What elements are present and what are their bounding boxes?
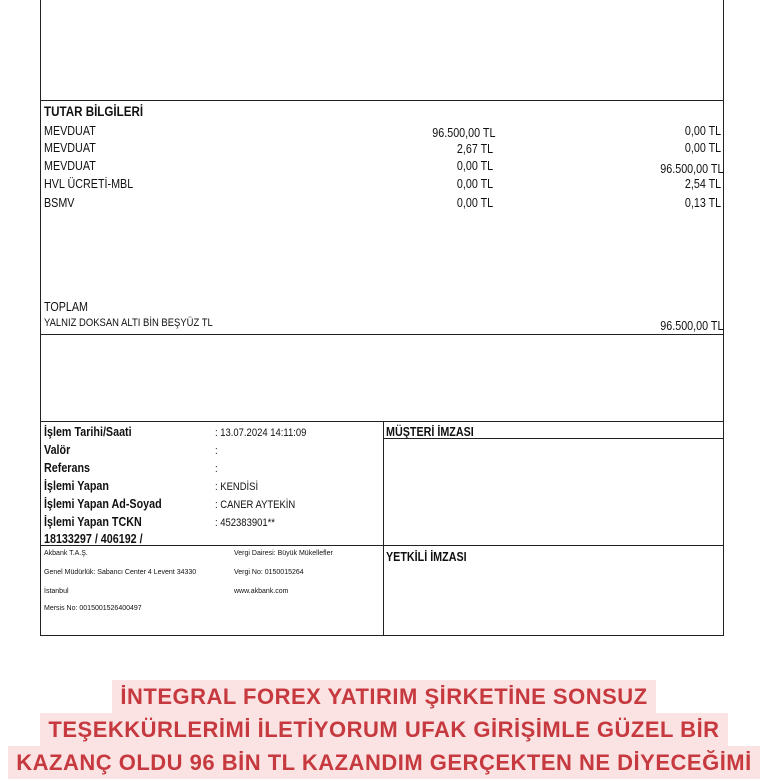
amount-label: BSMV — [44, 196, 75, 210]
tx-label: Referans — [44, 461, 91, 475]
tx-value: : CANER AYTEKİN — [215, 499, 296, 511]
bank-address: Genel Müdürlük: Sabancı Center 4 Levent 34330 — [44, 569, 197, 576]
bank-website: www.akbank.com — [234, 588, 289, 595]
tx-label: İşlem Tarihi/Saati — [44, 425, 132, 439]
bank-mersis: Mersis No: 0015001526400497 — [44, 605, 142, 612]
amount-mid: 0,00 TL — [456, 177, 493, 191]
amount-right: 2,54 TL — [684, 177, 721, 191]
customer-signature-label: MÜŞTERİ İMZASI — [386, 425, 474, 439]
account-code: 18133297 / 406192 / — [44, 532, 143, 546]
tx-label: İşlemi Yapan TCKN — [44, 515, 142, 529]
amount-mid: 0,00 TL — [456, 159, 493, 173]
caption-line: İNTEGRAL FOREX YATIRIM ŞİRKETİNE SONSUZ — [112, 680, 655, 713]
caption-line: TEŞEKKÜRLERİMİ İLETİYORUM UFAK GİRİŞİMLE GÜZEL BİR — [40, 713, 727, 746]
total-words: YALNIZ DOKSAN ALTI BİN BEŞYÜZ TL — [44, 317, 213, 329]
divider — [41, 100, 723, 101]
authorized-signature-label: YETKİLİ İMZASI — [386, 550, 467, 564]
amount-label: HVL ÜCRETİ-MBL — [44, 177, 134, 191]
bank-city: İstanbul — [44, 588, 69, 595]
bank-tax-office: Vergi Dairesi: Büyük Mükellefler — [234, 550, 333, 557]
amount-right: 0,13 TL — [684, 196, 721, 210]
tx-label: İşlemi Yapan Ad-Soyad — [44, 497, 162, 511]
tx-value: : 13.07.2024 14:11:09 — [215, 427, 307, 439]
divider — [41, 545, 723, 546]
bank-tax-number: Vergi No: 0150015264 — [234, 569, 304, 576]
tx-value: : 452383901** — [215, 517, 275, 529]
tx-value: : — [215, 445, 218, 457]
divider — [41, 421, 723, 422]
receipt-document — [40, 0, 724, 636]
tx-label: Valör — [44, 443, 71, 457]
amount-label: MEVDUAT — [44, 159, 96, 173]
amount-mid: 0,00 TL — [456, 196, 493, 210]
amount-mid: 2,67 TL — [456, 142, 493, 156]
divider — [41, 334, 723, 335]
amount-right: 0,00 TL — [684, 124, 721, 138]
tx-label: İşlemi Yapan — [44, 479, 109, 493]
caption-overlay — [0, 680, 768, 779]
total-label: TOPLAM — [44, 300, 89, 314]
amounts-heading: TUTAR BİLGİLERİ — [44, 104, 144, 119]
amount-label: MEVDUAT — [44, 141, 96, 155]
amount-right: 96.500,00 TL — [659, 162, 723, 176]
total-value: 96.500,00 TL — [659, 319, 723, 333]
amount-right: 0,00 TL — [684, 141, 721, 155]
amount-label: MEVDUAT — [44, 124, 96, 138]
divider — [383, 421, 384, 636]
amount-mid: 96.500,00 TL — [431, 126, 495, 140]
tx-value: : — [215, 463, 218, 475]
bank-name: Akbank T.A.Ş. — [44, 550, 88, 557]
caption-line: KAZANÇ OLDU 96 BİN TL KAZANDIM GERÇEKTEN NE DİYECEĞİMİ — [8, 746, 760, 779]
tx-value: : KENDİSİ — [215, 481, 259, 493]
